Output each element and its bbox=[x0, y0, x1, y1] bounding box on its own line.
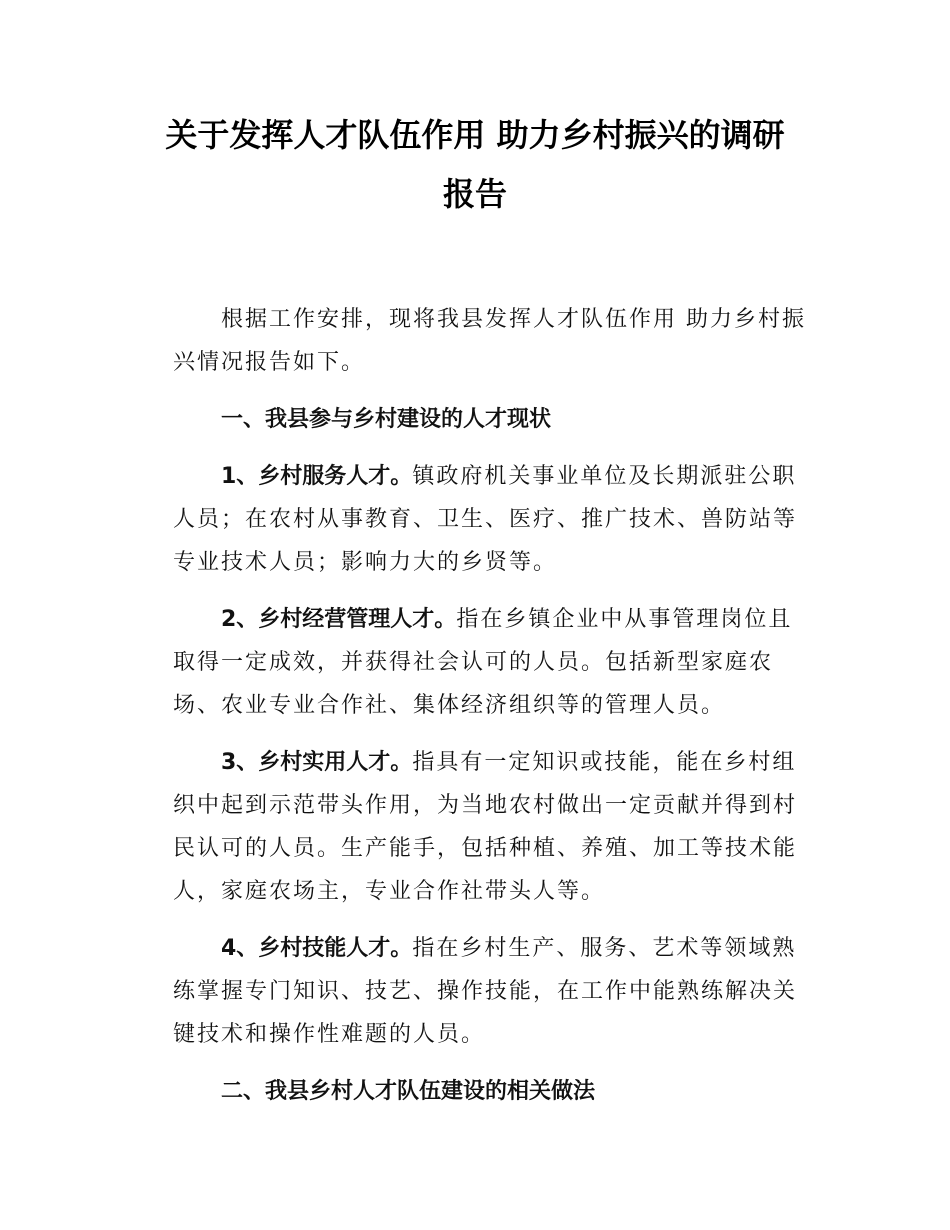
section-2-heading: 二、我县乡村人才队伍建设的相关做法 bbox=[221, 1079, 596, 1104]
talent-item-2-text: 指在乡镇企业中从事管理岗位且取得一定成效，并获得社会认可的人员。包括新型家庭农场、农业专业合作社、集体经济组织等的管理人员。 bbox=[173, 607, 793, 718]
talent-item-2-lead: 2、乡村经营管理人才。 bbox=[221, 607, 457, 632]
talent-item-2 bbox=[173, 598, 813, 727]
section-1-heading: 一、我县参与乡村建设的人才现状 bbox=[221, 407, 552, 432]
talent-item-4-lead: 4、乡村技能人才。 bbox=[221, 936, 413, 961]
intro-paragraph: 根据工作安排，现将我县发挥人才队伍作用 助力乡村振兴情况报告如下。 bbox=[173, 307, 806, 375]
document-title-line-1: 关于发挥人才队伍作用 助力乡村振兴的调研 bbox=[165, 116, 785, 154]
talent-item-1 bbox=[173, 455, 813, 584]
document-title-line-2: 报告 bbox=[442, 175, 507, 213]
talent-item-3-lead: 3、乡村实用人才。 bbox=[221, 750, 413, 775]
talent-item-1-lead: 1、乡村服务人才。 bbox=[221, 464, 413, 489]
talent-item-1-text: 镇政府机关事业单位及长期派驻公职人员；在农村从事教育、卫生、医疗、推广技术、兽防站等专业技术人员；影响力大的乡贤等。 bbox=[173, 464, 798, 575]
talent-item-3-text: 指具有一定知识或技能，能在乡村组织中起到示范带头作用，为当地农村做出一定贡献并得到村民认可的人员。生产能手，包括种植、养殖、加工等技术能人，家庭农场主，专业合作社带头人等。 bbox=[173, 750, 798, 904]
talent-item-4-text: 指在乡村生产、服务、艺术等领域熟练掌握专门知识、技艺、操作技能，在工作中能熟练解决关键技术和操作性难题的人员。 bbox=[173, 936, 798, 1047]
talent-item-3 bbox=[173, 741, 813, 913]
talent-item-4 bbox=[173, 927, 813, 1056]
